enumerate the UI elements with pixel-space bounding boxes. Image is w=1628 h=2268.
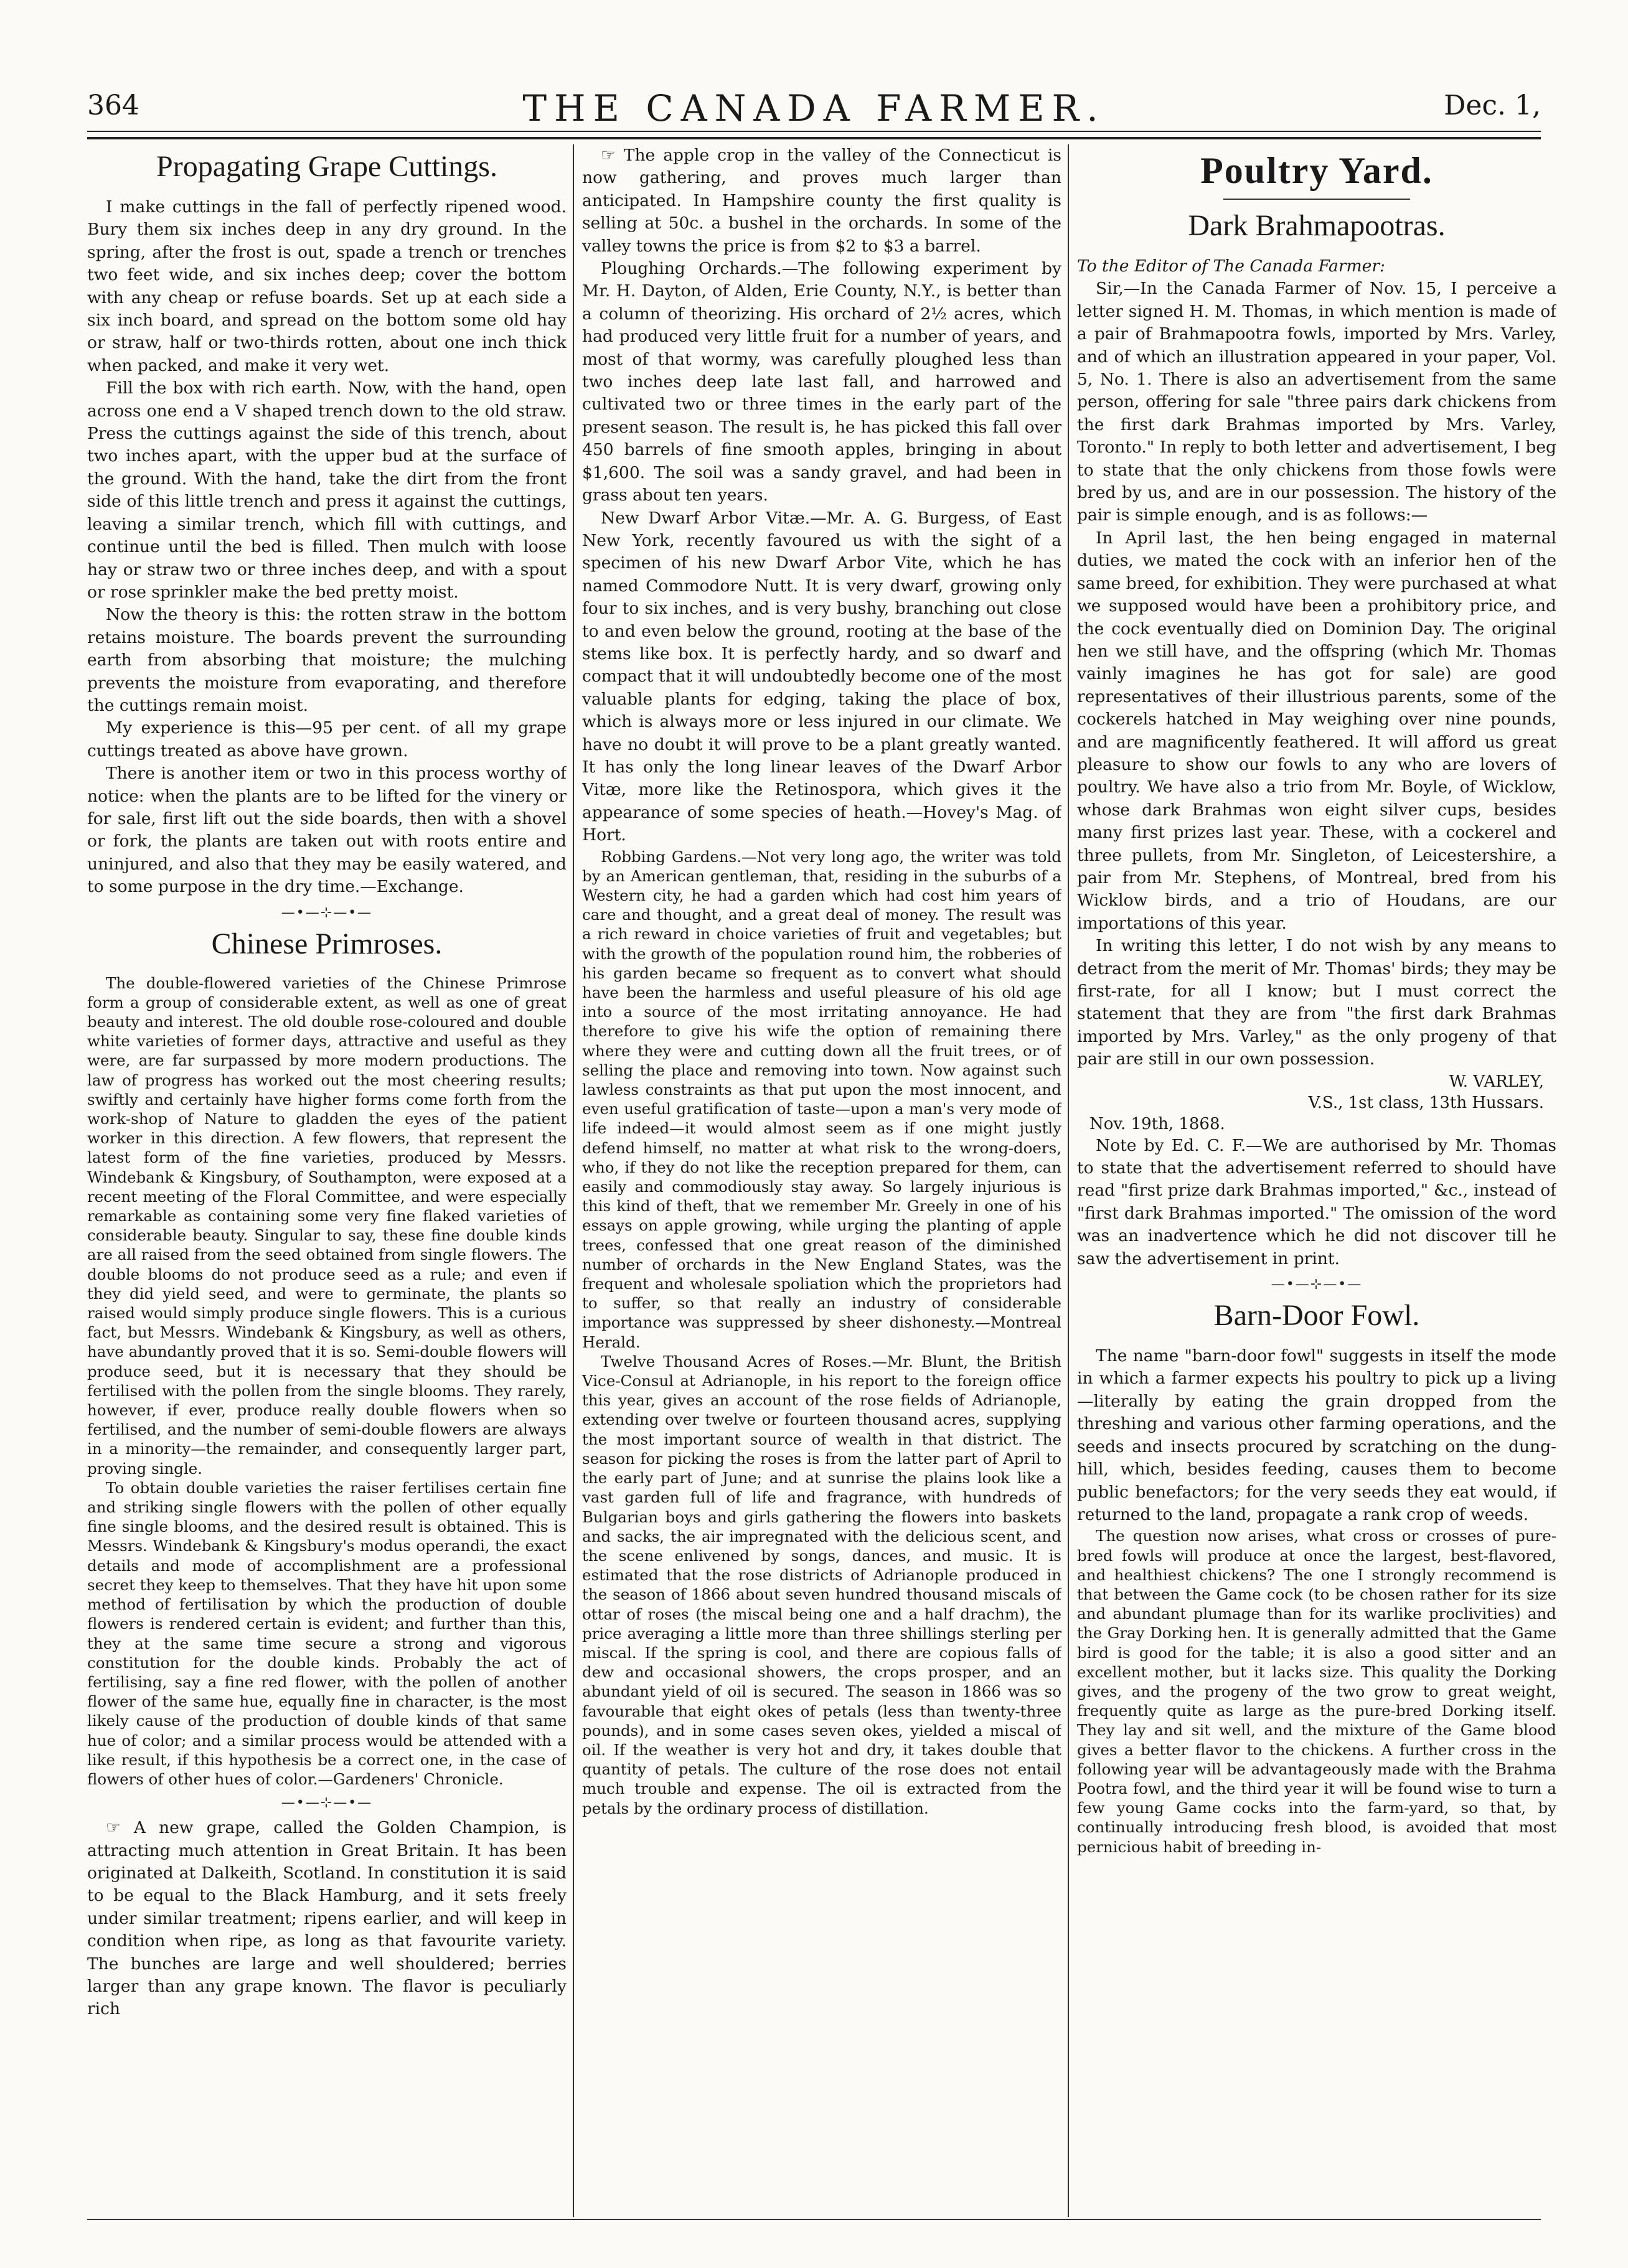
paragraph: To obtain double varieties the raiser fertilises certain fine and striking single flowers with the pollen of other equally fine single blooms, and the desired result is obtained. This is Messrs. Windebank & Kingsbury's modus operandi, the exact details and mode of accomplishment are a professional secret they keep to themselves. That they have hit upon some method of fertilisation by which the production of double flowers is rendered certain is evident; and further than this, they at the same time secure a strong and vigorous constitution for the double kinds. Probably the act of fertilising, say a fine red flower, with the pollen of another flower of the same hue, equally fine in character, is the most likely cause of the production of double kinds of that same hue of color; and a similar process would be attended with a like result, if this hypothesis be a correct one, in the case of flowers of other hues of color.—Gardeners' Chronicle.: [87, 1478, 567, 1788]
paragraph: I make cuttings in the fall of perfectly ripened wood. Bury them six inches deep in any dry ground. In the spring, after the frost is out, spade a trench or trenches two feet wide, and six inches deep; cover the bottom with any cheap or refuse boards. Set up at each side a six inch board, and spread on the bottom some old hay or straw, half or two-thirds rotten, about one inch thick when packed, and make it very wet.: [87, 197, 567, 375]
signature-title: V.S., 1st class, 13th Hussars.: [1308, 1093, 1544, 1112]
article-heading-grape-cuttings: Propagating Grape Cuttings.: [156, 150, 497, 183]
header-rule: [87, 131, 1541, 139]
article-heading-chinese-primroses: Chinese Primroses.: [211, 927, 443, 960]
paragraph-dwarf-arbor-vitae: New Dwarf Arbor Vitæ.—Mr. A. G. Burgess, of East New York, recently favoured us with the sight of a specimen of his new Dwarf Arbor Vite, which he has named Commodore Nutt. It is very dwarf, growing only four to six inches, and is very bushy, branching out close to and even below the ground, rooting at the base of the stems like box. It is perfectly hardy, and so dwarf and compact that it will undoubtedly become one of the most valuable plants for edging, taking the place of box, which is always more or less injured in our climate. We have no doubt it will prove to be a plant greatly wanted. It has only the long linear leaves of the Dwarf Arbor Vitæ, more like the Retinospora, which gives it the appearance of some species of heath.—Hovey's Mag. of Hort.: [582, 508, 1061, 845]
masthead: [87, 87, 1541, 131]
newspaper-title: THE CANADA FARMER.: [522, 87, 1106, 129]
paragraph-acres-of-roses: Twelve Thousand Acres of Roses.—Mr. Blunt, the British Vice-Consul at Adrianople, in his report to the foreign office this year, gives an account of the rose fields of Adrianople, extending over twelve or fourteen thousand acres, supplying the most important source of wealth in that district. The season for picking the roses is from the latter part of April to the early part of June; and at sunrise the plains look like a vast garden full of life and fragrance, with hundreds of Bulgarian boys and girls gathering the flowers into baskets and sacks, the air impregnated with the delicious scent, and the scene enlivened by songs, dances, and music. It is estimated that the rose districts of Adrianople produced in the season of 1866 about seven hundred thousand miscals of ottar of roses (the miscal being one and a half drachm), the price averaging a little more than three shillings sterling per miscal. If the spring is cool, and there are copious falls of dew and occasional showers, the crops prosper, and an abundant yield of oil is secured. The season in 1866 was so favourable that eight okes of petals (less than twenty-three pounds), and in some cases seven okes, yielded a miscal of oil. If the weather is very hot and dry, it takes double that quantity of petals. The culture of the rose does not entail much trouble and expense. The oil is extracted from the petals by the ordinary process of distillation.: [582, 1352, 1061, 1817]
section-heading-poultry-yard: Poultry Yard.: [1200, 150, 1433, 191]
paragraph: In writing this letter, I do not wish by any means to detract from the merit of Mr. Thomas' birds; they may be first-rate, for all I know; but I must correct the statement that they are from "the first dark Brahmas imported by Mrs. Varley," as the only progeny of that pair are still in our own possession.: [1077, 936, 1556, 1069]
paragraph-robbing-gardens: Robbing Gardens.—Not very long ago, the writer was told by an American gentleman, that, residing in the suburbs of a Western city, he had a garden which had cost him years of care and thought, and a great deal of money. The result was a rich reward in choice varieties of fruit and vegetables; but with the growth of the population round him, the robberies of his garden became so frequent as to convert what should have been the harmless and useful pleasure of his old age into a source of the most irritating annoyance. He had therefore to give his wife the option of remaining there where they were and cutting down all the fruit trees, or of selling the place and removing into town. Now against such lawless constraints as that put upon the most innocent, and even useful gratification of taste—upon a man's very mode of life indeed—it would almost seem as if one might justly defend himself, no matter at what risk to the wrong-doers, who, if they do not like the reception prepared for them, can easily and commodiously stay away. So largely injurious is this kind of theft, that we remember Mr. Greely in one of his essays on apple growing, while urging the planting of apple trees, confessed that one great reason of the diminished number of orchards in the New England States, was the frequent and wholesale spoliation which the proprietors had to suffer, so that really an industry of considerable importance was suppressed by sheer dishonesty.—Montreal Herald.: [582, 847, 1061, 1351]
column-divider: [1068, 144, 1069, 2217]
article-heading-dark-brahmapootras: Dark Brahmapootras.: [1188, 209, 1446, 242]
letter-date: Nov. 19th, 1868.: [1089, 1114, 1225, 1133]
section-ornament: —•—⊹—•—: [281, 904, 373, 921]
column-2: [582, 144, 1061, 2211]
paragraph-apple-crop: ☞ The apple crop in the valley of the Connecticut is now gathering, and proves much larger than anticipated. In Hampshire county the first quality is selling at 50c. a bushel in the orchards. In some of the valley towns the price is from $2 to $3 a barrel.: [582, 146, 1061, 256]
footer-rule: [87, 2219, 1541, 2220]
signature-name: W. VARLEY,: [1449, 1072, 1544, 1091]
paragraph: The double-flowered varieties of the Chinese Primrose form a group of considerable extent, as well as one of great beauty and interest. The old double rose-coloured and double white varieties of former days, attractive and useful as they were, are far surpassed by more modern productions. The law of progress has worked out the most cheering results; swiftly and certainly have higher forms come forth from the work-shop of Nature to gladden the eyes of the patient worker in this direction. A few flowers, that represent the latest form of the fine varieties, produced by Messrs. Windebank & Kingsbury, of Southampton, were exposed at a recent meeting of the Floral Committee, and were especially remarkable as containing some very fine flaked varieties of considerable beauty. Singular to say, these fine double kinds are all raised from the seed obtained from single flowers. The double blooms do not produce seed as a rule; and even if they did yield seed, and were to germinate, the plants so raised would simply produce single flowers. This is a curious fact, but Messrs. Windebank & Kingsbury, as well as others, have abundantly proved that it is so. Semi-double flowers will produce seed, but it is necessary that they should be fertilised with the pollen from the single blooms. They rarely, however, if ever, produce really double flowers when so fertilised, and the number of semi-double flowers are always in a minority—the remainder, and consequently larger part, proving single.: [87, 973, 567, 1478]
section-rule: [1223, 199, 1410, 200]
column-divider: [573, 144, 574, 2217]
section-ornament: —•—⊹—•—: [281, 1795, 373, 1811]
editor-note: Note by Ed. C. F.—We are authorised by Mr. Thomas to state that the advertisement referred to should have read "first prize dark Brahmas imported," &c., instead of "first dark Brahmas imported." The omission of the word was an inadvertence which he did not discover till he saw the advertisement in print.: [1077, 1135, 1556, 1268]
paragraph: The question now arises, what cross or crosses of pure-bred fowls will produce at once the largest, best-flavored, and healthiest chickens? The one I strongly recommend is that between the Game cock (to be chosen rather for its size and abundant plumage than for its warlike proclivities) and the Gray Dorking hen. It is generally admitted that the Game bird is good for the table; it is also a good sitter and an excellent mother, but it lacks size. This quality the Dorking gives, and the progeny of the two grow to great weight, frequently quite as large as the pure-bred Dorking itself. They lay and sit well, and the mixture of the Game blood gives a better flavor to the chickens. A further cross in the following year will be advantageously made with the Brahma Pootra fowl, and the third year it will be found wise to turn a few young Game cocks into the farm-yard, so that, by continually introducing fresh blood, is avoided that most pernicious habit of breeding in-: [1077, 1527, 1556, 1856]
paragraph: My experience is this—95 per cent. of all my grape cuttings treated as above have grown.: [87, 718, 567, 761]
letter-salutation: To the Editor of The Canada Farmer:: [1077, 256, 1385, 276]
article-heading-barn-door-fowl: Barn-Door Fowl.: [1213, 1299, 1420, 1333]
column-1: [87, 144, 567, 2211]
paragraph-golden-champion: ☞ A new grape, called the Golden Champion, is attracting much attention in Great Britain. It has been originated at Dalkeith, Scotland. In constitution it is said to be equal to the Black Hamburg, and it sets freely under similar treatment; ripens earlier, and will keep in condition when ripe, as long as that favourite variety. The bunches are large and well shouldered; berries larger than any grape known. The flavor is peculiarly rich: [87, 1818, 567, 2019]
paragraph: Fill the box with rich earth. Now, with the hand, open across one end a V shaped trench down to the old straw. Press the cuttings against the side of this trench, about two inches apart, with the upper bud at the surface of the ground. With the hand, take the dirt from the front side of this little trench and press it against the cuttings, leaving a similar trench, which fill with cuttings, and continue until the bed is filled. Then mulch with loose hay or straw two or three inches deep, and with a spout or rose sprinkler make the bed pretty moist.: [87, 378, 567, 602]
page-number: 364: [87, 90, 139, 121]
paragraph: Now the theory is this: the rotten straw in the bottom retains moisture. The boards prevent the surrounding earth from absorbing that moisture; the mulching prevents the moisture from evaporating, and therefore the cuttings remain moist.: [87, 605, 567, 715]
column-3: [1077, 144, 1556, 2211]
paragraph: Sir,—In the Canada Farmer of Nov. 15, I perceive a letter signed H. M. Thomas, in which mention is made of a pair of Brahmapootra fowls, imported by Mrs. Varley, and of which an illustration appeared in your paper, Vol. 5, No. 1. There is also an advertisement from the same person, offering for sale "three pairs dark chickens from the first dark Brahmas imported by Mrs. Varley, Toronto." In reply to both letter and advertisement, I beg to state that the only chickens from those fowls were bred by us, and are in our possession. The history of the pair is simple enough, and is as follows:—: [1077, 279, 1556, 525]
paragraph-ploughing-orchards: Ploughing Orchards.—The following experiment by Mr. H. Dayton, of Alden, Erie County, N.Y., is better than a column of theorizing. His orchard of 2½ acres, which had produced very little fruit for a number of years, and most of that wormy, was carefully ploughed less than two inches deep late last fall, and harrowed and cultivated two or three times in the early part of the present season. The result is, he has picked this fall over 450 barrels of fine smooth apples, bringing in about $1,600. The soil was a sandy gravel, and had been in grass about ten years.: [582, 259, 1061, 505]
paragraph: There is another item or two in this process worthy of notice: when the plants are to be lifted for the vinery or for sale, first lift out the side boards, then with a shovel or fork, the plants are taken out with roots entire and uninjured, and also that they may be easily watered, and to some purpose in the dry time.—Exchange.: [87, 764, 567, 897]
paragraph: In April last, the hen being engaged in maternal duties, we mated the cock with an inferior hen of the same breed, for exhibition. They were purchased at what we supposed would have been a prohibitory price, and the cock eventually died on Dominion Day. The original hen we still have, and the offspring (which Mr. Thomas vainly imagines he has got for sale) are good representatives of their illustrious parents, some of the cockerels hatched in May weighing over nine pounds, and are magnificently feathered. It will afford us great pleasure to show our fowls to any who are lovers of poultry. We have also a trio from Mr. Boyle, of Wicklow, whose dark Brahmas won eight silver cups, besides many first prizes last year. These, with a cockerel and three pullets, from Mr. Singleton, of Leicestershire, a pair from Mr. Stephens, of Montreal, bred from his Wicklow birds, and a trio of Houdans, are our importations of this year.: [1077, 528, 1556, 933]
section-ornament: —•—⊹—•—: [1271, 1277, 1363, 1293]
issue-date: Dec. 1,: [1444, 90, 1541, 121]
paragraph: The name "barn-door fowl" suggests in itself the mode in which a farmer expects his poultry to pick up a living—literally by eating the grain dropped from the threshing and various other farming operations, and the seeds and insects procured by scratching on the dung-hill, which, besides feeding, causes them to become public benefactors; for the very seeds they eat would, if returned to the land, propagate a rank crop of weeds.: [1077, 1346, 1556, 1524]
